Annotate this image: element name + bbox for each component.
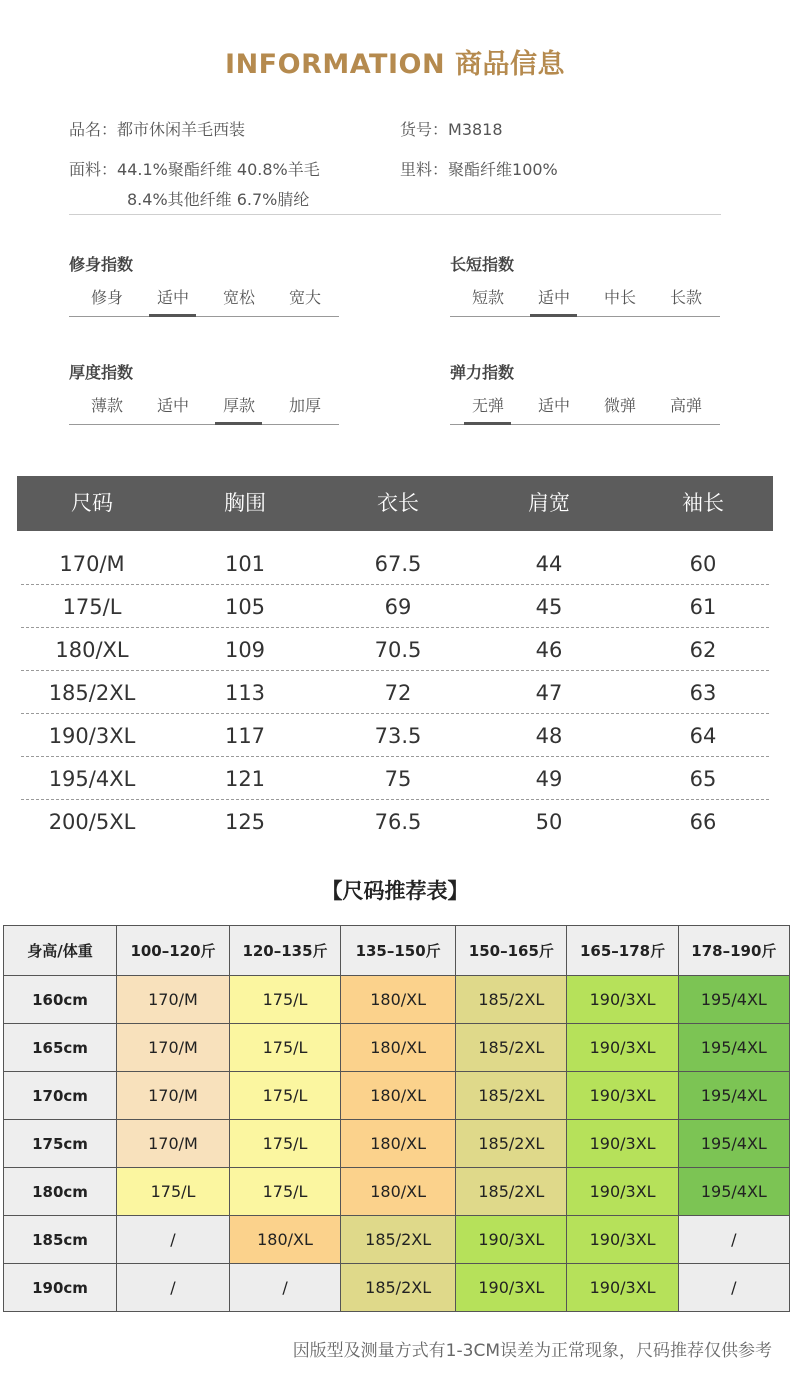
size-cell: 105 xyxy=(224,595,266,619)
fabric-label: 面料： xyxy=(69,160,118,179)
recommend-cell: 190/3XL xyxy=(567,1072,678,1120)
fabric-row xyxy=(69,157,320,180)
size-cell: 113 xyxy=(224,681,266,705)
recommend-cell: 170/M xyxy=(117,1072,230,1120)
fabric-line-1: 44.1%聚酯纤维 40.8%羊毛 xyxy=(117,160,320,179)
height-header: 165cm xyxy=(4,1024,117,1072)
size-cell: 73.5 xyxy=(374,724,422,748)
size-cell: 47 xyxy=(535,681,563,705)
size-header-cell: 胸围 xyxy=(224,491,266,515)
weight-header: 120–135斤 xyxy=(229,926,340,976)
size-header-cell: 衣长 xyxy=(377,491,419,515)
size-cell: 72 xyxy=(384,681,412,705)
sku-label: 货号： xyxy=(400,120,449,139)
table-row xyxy=(21,670,769,714)
recommend-cell: 185/2XL xyxy=(456,1024,567,1072)
recommend-cell: 190/3XL xyxy=(567,1216,678,1264)
recommend-cell: 195/4XL xyxy=(678,1024,789,1072)
page-title: INFORMATION 商品信息 xyxy=(225,49,565,80)
sku-row xyxy=(400,117,503,140)
index-option: 高弹 xyxy=(669,396,702,415)
index-option: 微弹 xyxy=(603,396,636,415)
index-scale-line xyxy=(69,316,339,317)
index-option: 短款 xyxy=(471,288,504,307)
recommend-cell: 180/XL xyxy=(341,1024,456,1072)
size-cell: 65 xyxy=(689,767,717,791)
fabric-line-2: 8.4%其他纤维 6.7%腈纶 xyxy=(127,190,310,209)
recommend-cell: 190/3XL xyxy=(567,1264,678,1312)
index-option: 长款 xyxy=(669,288,702,307)
size-cell: 62 xyxy=(689,638,717,662)
size-cell: 60 xyxy=(689,552,717,576)
index-title: 修身指数 xyxy=(69,255,134,274)
recommend-cell: 195/4XL xyxy=(678,976,789,1024)
weight-header: 165–178斤 xyxy=(567,926,678,976)
index-title: 厚度指数 xyxy=(69,363,134,382)
table-row xyxy=(4,1120,790,1168)
recommend-cell: 175/L xyxy=(229,1072,340,1120)
disclaimer: 因版型及测量方式有1-3CM误差为正常现象，尺码推荐仅供参考 xyxy=(292,1341,772,1361)
size-cell: 195/4XL xyxy=(48,767,136,791)
table-row xyxy=(21,799,769,842)
weight-header: 178–190斤 xyxy=(678,926,789,976)
recommend-cell: 175/L xyxy=(229,1120,340,1168)
index-option: 修身 xyxy=(90,288,123,307)
table-row xyxy=(21,756,769,800)
size-cell: 170/M xyxy=(59,552,125,576)
recommend-cell: / xyxy=(678,1264,789,1312)
size-cell: 75 xyxy=(384,767,412,791)
table-row xyxy=(21,584,769,628)
size-header-cell: 袖长 xyxy=(682,491,724,515)
lining-row xyxy=(400,157,558,180)
table-row xyxy=(4,1264,790,1312)
recommend-title: 【尺码推荐表】 xyxy=(321,879,469,903)
recommend-cell: 180/XL xyxy=(229,1216,340,1264)
size-cell: 76.5 xyxy=(374,810,422,834)
index-option: 无弹 xyxy=(471,396,504,415)
recommend-cell: 180/XL xyxy=(341,1072,456,1120)
index-selected-marker xyxy=(464,422,511,425)
index-option: 中长 xyxy=(603,288,636,307)
recommend-cell: / xyxy=(678,1216,789,1264)
size-cell: 63 xyxy=(689,681,717,705)
product-name-value: 都市休闲羊毛西装 xyxy=(117,120,246,139)
index-scale-line xyxy=(450,316,720,317)
table-row xyxy=(4,1024,790,1072)
size-cell: 190/3XL xyxy=(48,724,136,748)
size-recommend-table xyxy=(3,925,790,1312)
recommend-cell: 190/3XL xyxy=(567,1120,678,1168)
recommend-cell: 190/3XL xyxy=(567,1168,678,1216)
recommend-cell: / xyxy=(117,1216,230,1264)
lining-label: 里料： xyxy=(400,160,449,179)
height-header: 185cm xyxy=(4,1216,117,1264)
size-cell: 64 xyxy=(689,724,717,748)
size-cell: 69 xyxy=(384,595,412,619)
recommend-cell: 185/2XL xyxy=(341,1216,456,1264)
recommend-cell: 185/2XL xyxy=(341,1264,456,1312)
weight-header: 100–120斤 xyxy=(117,926,230,976)
index-selected-marker xyxy=(215,422,262,425)
index-option: 加厚 xyxy=(288,396,321,415)
recommend-cell: 180/XL xyxy=(341,1168,456,1216)
index-option: 宽松 xyxy=(222,288,255,307)
recommend-cell: 170/M xyxy=(117,976,230,1024)
recommend-cell: 190/3XL xyxy=(456,1264,567,1312)
size-header-cell: 肩宽 xyxy=(528,491,570,515)
height-header: 190cm xyxy=(4,1264,117,1312)
product-name-row xyxy=(69,117,245,140)
recommend-cell: 185/2XL xyxy=(456,1168,567,1216)
size-cell: 61 xyxy=(689,595,717,619)
index-title: 弹力指数 xyxy=(450,363,515,382)
product-name-label: 品名： xyxy=(69,120,118,139)
index-option: 适中 xyxy=(156,288,189,307)
size-cell: 44 xyxy=(535,552,563,576)
index-option: 适中 xyxy=(537,288,570,307)
recommend-cell: 185/2XL xyxy=(456,1072,567,1120)
recommend-cell: / xyxy=(117,1264,230,1312)
size-cell: 125 xyxy=(224,810,266,834)
recommend-cell: 195/4XL xyxy=(678,1072,789,1120)
recommend-cell: 175/L xyxy=(229,976,340,1024)
index-option: 宽大 xyxy=(288,288,321,307)
index-title: 长短指数 xyxy=(450,255,515,274)
height-header: 180cm xyxy=(4,1168,117,1216)
recommend-cell: 180/XL xyxy=(341,976,456,1024)
sku-value: M3818 xyxy=(448,120,503,139)
index-option: 适中 xyxy=(156,396,189,415)
index-selected-marker xyxy=(530,314,577,317)
recommend-cell: 190/3XL xyxy=(456,1216,567,1264)
size-cell: 200/5XL xyxy=(48,810,136,834)
table-row xyxy=(4,1072,790,1120)
recommend-cell: 175/L xyxy=(229,1024,340,1072)
info-divider xyxy=(69,214,721,215)
recommend-cell: 195/4XL xyxy=(678,1120,789,1168)
size-cell: 101 xyxy=(224,552,266,576)
height-header: 175cm xyxy=(4,1120,117,1168)
recommend-cell: 190/3XL xyxy=(567,1024,678,1072)
recommend-cell: 185/2XL xyxy=(456,1120,567,1168)
lining-value: 聚酯纤维100% xyxy=(448,160,558,179)
size-cell: 49 xyxy=(535,767,563,791)
size-cell: 46 xyxy=(535,638,563,662)
recommend-cell: 170/M xyxy=(117,1120,230,1168)
recommend-cell: 185/2XL xyxy=(456,976,567,1024)
size-cell: 66 xyxy=(689,810,717,834)
index-option: 薄款 xyxy=(90,396,123,415)
size-cell: 48 xyxy=(535,724,563,748)
size-header-cell: 尺码 xyxy=(71,491,113,515)
size-cell: 67.5 xyxy=(374,552,422,576)
size-cell: 180/XL xyxy=(55,638,129,662)
recommend-cell: 175/L xyxy=(117,1168,230,1216)
index-option: 适中 xyxy=(537,396,570,415)
table-row xyxy=(4,1216,790,1264)
weight-header: 150–165斤 xyxy=(456,926,567,976)
size-cell: 185/2XL xyxy=(48,681,136,705)
size-cell: 70.5 xyxy=(374,638,422,662)
table-row xyxy=(21,713,769,757)
size-cell: 117 xyxy=(224,724,266,748)
index-scale-line xyxy=(69,424,339,425)
height-header: 160cm xyxy=(4,976,117,1024)
index-option: 厚款 xyxy=(222,396,255,415)
grid-corner: 身高/体重 xyxy=(4,926,117,976)
size-cell: 50 xyxy=(535,810,563,834)
size-cell: 45 xyxy=(535,595,563,619)
index-selected-marker xyxy=(149,314,196,317)
table-row xyxy=(4,976,790,1024)
table-row xyxy=(4,1168,790,1216)
size-cell: 175/L xyxy=(62,595,122,619)
height-header: 170cm xyxy=(4,1072,117,1120)
size-cell: 109 xyxy=(224,638,266,662)
recommend-cell: 190/3XL xyxy=(567,976,678,1024)
recommend-cell: 175/L xyxy=(229,1168,340,1216)
size-table-header xyxy=(17,476,773,531)
recommend-cell: 180/XL xyxy=(341,1120,456,1168)
recommend-cell: 195/4XL xyxy=(678,1168,789,1216)
size-cell: 121 xyxy=(224,767,266,791)
table-row xyxy=(21,627,769,671)
table-row xyxy=(21,541,769,585)
recommend-cell: / xyxy=(229,1264,340,1312)
recommend-cell: 170/M xyxy=(117,1024,230,1072)
weight-header: 135–150斤 xyxy=(341,926,456,976)
